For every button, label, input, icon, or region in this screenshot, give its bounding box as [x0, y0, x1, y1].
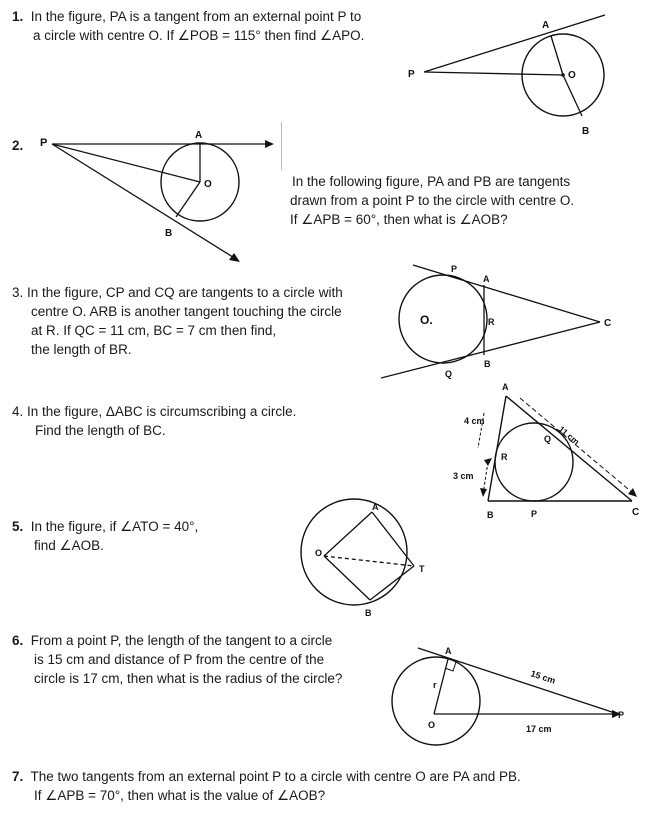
centre-point	[561, 73, 565, 77]
label-a: A	[483, 274, 490, 284]
label-t: T	[419, 564, 425, 574]
question-3	[12, 283, 343, 359]
label-p: P	[40, 137, 48, 149]
label-c: C	[604, 318, 612, 329]
arrow-head	[484, 458, 492, 466]
label-q: Q	[544, 434, 552, 444]
label-o: O	[568, 70, 576, 81]
label-o: O	[428, 720, 436, 730]
label-o: O.	[420, 313, 433, 327]
question-number: 7.	[12, 769, 24, 784]
arrow-head	[265, 140, 274, 148]
question-number: 4.	[12, 404, 24, 419]
question-2-number: 2.	[12, 138, 24, 153]
arrow-head	[628, 488, 637, 497]
label-17cm: 17 cm	[526, 724, 552, 734]
question-text: a circle with centre O. If ∠POB = 115° then find ∠APO.	[33, 28, 365, 43]
line-po	[424, 72, 563, 75]
circle	[392, 657, 480, 745]
arrow-head	[480, 488, 487, 497]
question-text: drawn from a point P to the circle with centre O.	[290, 193, 575, 208]
label-b: B	[487, 510, 494, 520]
label-r: R	[501, 452, 508, 462]
label-c: C	[632, 507, 640, 518]
radius-oa	[551, 36, 563, 75]
radius-ob	[563, 75, 582, 116]
question-5	[12, 517, 198, 555]
label-a: A	[542, 20, 550, 31]
label-o: O	[315, 548, 323, 558]
label-b: B	[582, 126, 590, 137]
question-text: at R. If QC = 11 cm, BC = 7 cm then find,	[31, 323, 277, 338]
question-text: The two tangents from an external point P to a circle with centre O are PA and PB.	[30, 769, 521, 784]
question-text: From a point P, the length of the tangent to a circle	[30, 633, 333, 648]
circle	[399, 275, 487, 363]
radius-ob	[324, 556, 370, 600]
label-4cm: 4 cm	[464, 416, 485, 426]
question-text: In the following figure, PA and PB are tangents	[292, 174, 571, 189]
question-text: If ∠APB = 70°, then what is the value of ∠AOB?	[34, 788, 326, 803]
question-number: 5.	[12, 519, 24, 534]
question-text: Find the length of BC.	[35, 423, 166, 438]
figure-6-tangent-diagram	[378, 640, 638, 745]
question-text: find ∠AOB.	[34, 538, 104, 553]
radius-oa	[324, 512, 372, 556]
label-3cm: 3 cm	[453, 471, 474, 481]
label-r: R	[488, 317, 495, 327]
tangent-pa	[418, 648, 618, 714]
tangent-cp	[413, 265, 600, 322]
question-7	[12, 767, 521, 805]
label-q: Q	[445, 369, 453, 379]
question-text: In the figure, CP and CQ are tangents to a circle with	[27, 285, 343, 300]
question-text: is 15 cm and distance of P from the centre of the	[34, 652, 325, 667]
figure-2-tangents-diagram	[38, 128, 278, 268]
label-b: B	[365, 608, 372, 618]
question-text: If ∠APB = 60°, then what is ∠AOB?	[290, 212, 508, 227]
question-number: 3.	[12, 285, 24, 300]
side-ac	[506, 396, 632, 501]
question-4	[12, 402, 296, 440]
question-text: the length of BR.	[31, 342, 132, 357]
question-text: In the figure, PA is a tangent from an external point P to	[30, 9, 362, 24]
question-number: 1.	[12, 9, 24, 24]
line-ot-dashed	[324, 556, 414, 566]
question-2	[290, 172, 574, 229]
label-p: P	[618, 710, 625, 720]
label-o: O	[204, 179, 212, 190]
label-15cm: 15 cm	[529, 668, 557, 686]
label-a: A	[445, 646, 452, 656]
question-number: 6.	[12, 633, 24, 648]
label-r: r	[433, 680, 437, 690]
label-a: A	[372, 502, 379, 512]
question-text: centre O. ARB is another tangent touching the circle	[31, 304, 342, 319]
label-b: B	[484, 359, 491, 369]
figure-3-tangents-diagram	[378, 260, 638, 385]
tangent-pb	[52, 144, 236, 259]
figure-5-tangents-diagram	[268, 492, 438, 622]
label-b: B	[165, 228, 173, 239]
question-text: In the figure, if ∠ATO = 40°,	[30, 519, 199, 534]
tangent-cq	[381, 322, 600, 378]
question-text: circle is 17 cm, then what is the radius of the circle?	[34, 671, 343, 686]
question-1	[12, 7, 364, 45]
question-text: In the figure, ΔABC is circumscribing a circle.	[27, 404, 297, 419]
label-p: P	[408, 69, 415, 80]
divider	[281, 122, 282, 170]
label-a: A	[195, 130, 203, 141]
tangent-line-pa	[424, 15, 605, 72]
dim-11cm	[520, 398, 634, 494]
arrow-head	[229, 253, 240, 262]
figure-4-triangle-incircle	[448, 378, 648, 528]
label-11cm: 11 cm	[556, 423, 582, 447]
question-6	[12, 631, 342, 688]
radius-ob	[176, 182, 200, 217]
label-p: P	[531, 509, 538, 519]
figure-1-tangent-diagram	[390, 10, 620, 140]
tangent-ta	[372, 512, 414, 566]
label-p: P	[451, 264, 458, 274]
label-a: A	[502, 382, 509, 392]
tangent-tb	[370, 566, 414, 600]
